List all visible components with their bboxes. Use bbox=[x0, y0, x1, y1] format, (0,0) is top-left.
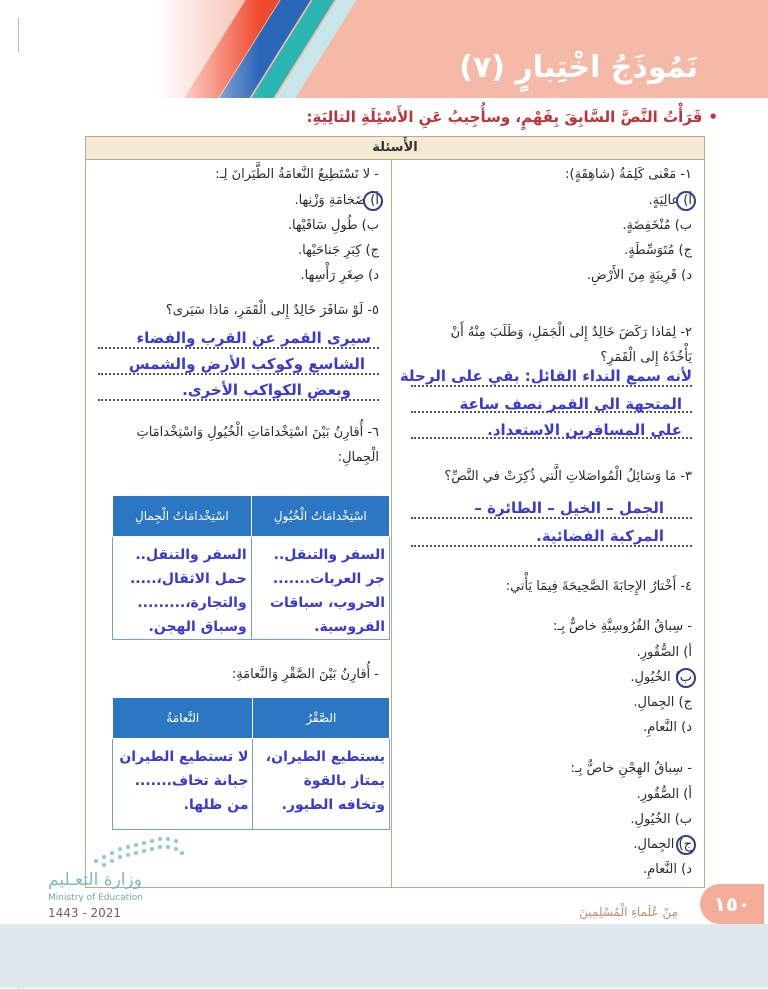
book-title: مِنْ عُلَماءِ الْمُسْلِمِينَ bbox=[579, 905, 678, 919]
falcon-trait-3: وتخافه الطيور. bbox=[281, 797, 385, 813]
ostrich-header: النَّعامَةُ bbox=[113, 698, 253, 739]
ostrich-option-c: ج) كِبَرِ جَناحَيْها. bbox=[298, 243, 379, 258]
q3-answer-2: المركبة الفضائية. bbox=[536, 527, 664, 545]
q1-option-a: أ) عالِيَةٍ. bbox=[648, 193, 692, 208]
q1-option-c: ج) مُتَوَسِّطَةٍ. bbox=[624, 243, 692, 258]
q5-answer-3: وبعض الكواكب الأخرى. bbox=[182, 381, 351, 399]
q4-sub2-text: - سِباقُ الهِجْنِ خاصٌّ بِـ: bbox=[570, 761, 692, 776]
margin-tab-top bbox=[0, 18, 19, 52]
horses-cell bbox=[251, 537, 389, 640]
q4-sub2-option-c: ج) الجِمالِ. bbox=[633, 837, 692, 852]
falcon-ostrich-table bbox=[112, 697, 390, 830]
right-column bbox=[399, 159, 704, 887]
q1-selected-circle bbox=[676, 191, 696, 211]
questions-header: الأَسئلة bbox=[86, 137, 704, 160]
horses-use-2: جر العربات....... bbox=[272, 571, 385, 587]
edition-year: 2021 - 1443 bbox=[48, 906, 122, 920]
q2-answer-1: لأنه سمع النداء القائل: بقي على الرحلة bbox=[399, 367, 692, 385]
q3-answer-1: الجمل – الخيل – الطائرة – bbox=[474, 499, 664, 517]
camels-use-4: وسباق الهجن. bbox=[148, 619, 247, 635]
q4-text: ٤- أَخْتارُ الإِجابَةَ الصَّحِيحَةَ فِيمَا يَأْتي: bbox=[505, 579, 692, 594]
ministry-name-ar: وزارة التعـليم bbox=[48, 870, 142, 890]
instruction: •قَرَأْتُ النَّصَّ السَّابِقَ بِفَهْمٍ، وسأُجِيبُ عَنِ الأَسْئِلَةِ التالِيَةِ: bbox=[306, 108, 718, 126]
camels-use-1: السفر والتنقل.. bbox=[135, 547, 247, 563]
q5-answer-line bbox=[98, 347, 379, 349]
falcon-trait-2: يمتاز بالقوة bbox=[303, 773, 385, 789]
q2-text-line1: ٢- لِمَاذا رَكَضَ خَالِدٌ إِلى الْجَمَلِ، وَطَلَبَ مِنْهُ أَنْ bbox=[450, 325, 692, 340]
q6-text-line2: الْجِمالِ: bbox=[337, 450, 379, 465]
ostrich-trait-2: جبانة تخاف....... bbox=[134, 773, 249, 789]
q4-sub1-option-a: أ) الصُّقُورِ. bbox=[636, 645, 692, 660]
q4-sub1-option-d: د) النَّعامِ. bbox=[643, 720, 692, 735]
ostrich-option-d: د) صِغَرِ رَأْسِها. bbox=[300, 268, 379, 283]
camels-cell bbox=[113, 537, 252, 640]
q5-answer-1: سيرى القمر عن القرب والفضاء bbox=[136, 329, 371, 347]
q3-answer-line bbox=[411, 517, 692, 519]
q5-answer-2: الشاسع وكوكب الأرض والشمس bbox=[128, 355, 365, 373]
ostrich-cell bbox=[113, 739, 253, 830]
camels-header: اسْتِخْدامَاتُ الْجِمالِ bbox=[113, 496, 252, 537]
q4-sub2-option-d: د) النَّعامِ. bbox=[643, 862, 692, 877]
camels-use-3: والتجارة،......... bbox=[137, 595, 247, 611]
ministry-logo-icon bbox=[90, 833, 186, 869]
footer-band bbox=[0, 924, 768, 988]
ostrich-option-b: ب) طُولِ سَاقَيْها. bbox=[287, 218, 379, 233]
q5-answer-line bbox=[98, 373, 379, 375]
q1-option-d: د) قَرِيبَةٍ مِنَ الأَرْضِ. bbox=[586, 268, 692, 283]
horses-use-4: الفروسية. bbox=[314, 619, 385, 635]
ostrich-option-a: أ) ضَخامَةِ وَزْنِها. bbox=[294, 193, 379, 208]
q4-sub1-text: - سِباقُ الفُرُوسِيَّةِ خاصٌّ بِـ: bbox=[553, 619, 692, 634]
column-divider bbox=[391, 159, 392, 887]
ostrich-trait-1: لا تستطيع الطيران bbox=[119, 749, 249, 765]
horses-camels-table bbox=[112, 495, 390, 640]
header-fade bbox=[30, 0, 260, 98]
q2-text-line2: يَأْخُذَهُ إِلى الْقَمَرِ؟ bbox=[600, 350, 692, 365]
q2-answer-line bbox=[411, 385, 692, 387]
questions-frame bbox=[85, 136, 705, 888]
q4-sub1-option-c: ج) الجِمالِ. bbox=[633, 695, 692, 710]
q7-text: - أُقارِنُ بَيْنَ الصَّقْرِ وَالنَّعامَةِ: bbox=[231, 667, 379, 682]
q1-option-b: ب) مُنْخَفِضَةٍ. bbox=[622, 218, 692, 233]
q3-answer-line bbox=[411, 545, 692, 547]
ostrich-trait-3: من ظلها. bbox=[183, 797, 249, 813]
q4-sub2-selected-circle bbox=[676, 835, 696, 855]
q4-sub1-selected-circle bbox=[676, 668, 696, 688]
q2-answer-3: على المسافرين الاستعداد. bbox=[487, 421, 682, 439]
q3-text: ٣- مَا وَسَائِلُ الْمُواصَلاتِ الَّتي ذُكِرَتْ في النَّصِّ؟ bbox=[444, 469, 692, 484]
ostrich-selected-circle bbox=[363, 191, 383, 211]
q5-answer-line bbox=[98, 399, 379, 401]
q4-sub2-option-a: أ) الصُّقُورِ. bbox=[636, 787, 692, 802]
ostrich-q-text: - لا تَسْتَطِيعُ النَّعامَةُ الطَّيَرانَ لِـ: bbox=[215, 167, 379, 182]
falcon-trait-1: يستطيع الطيران، bbox=[265, 749, 385, 765]
q2-answer-2: المتجهة الى القمر نصف ساعة bbox=[459, 395, 682, 413]
horses-use-3: الحروب، سباقات bbox=[269, 595, 385, 611]
instruction-text: قَرَأْتُ النَّصَّ السَّابِقَ بِفَهْمٍ، وسأُجِيبُ عَنِ الأَسْئِلَةِ التالِيَةِ: bbox=[306, 108, 703, 126]
q6-text-line1: ٦- أُقارِنُ بَيْنَ اسْتِخْدامَاتِ الْخُيُولِ وَاسْتِخْدامَاتِ bbox=[136, 425, 379, 440]
left-column bbox=[86, 159, 391, 887]
page-number: ١٥٠ bbox=[700, 884, 764, 924]
camels-use-2: حمل الاثقال،..... bbox=[129, 571, 247, 587]
q5-text: ٥- لَوْ سَافَرَ خَالِدٌ إِلى الْقَمَرِ، مَاذا سَيَرى؟ bbox=[165, 303, 379, 318]
falcon-cell bbox=[253, 739, 390, 830]
q1-text: ١- مَعْنى كَلِمَةُ (شاهِقَةٍ): bbox=[565, 167, 692, 182]
q4-sub2-option-b: ب) الخُيُولِ. bbox=[630, 812, 692, 827]
ministry-name-en: Ministry of Education bbox=[48, 893, 143, 903]
q4-sub1-option-b: ب) الخُيُولِ. bbox=[630, 670, 692, 685]
falcon-header: الصَّقْرُ bbox=[253, 698, 390, 739]
horses-header: اسْتِخْدامَاتُ الْخُيُولِ bbox=[251, 496, 389, 537]
page-title: نَمُوذَجُ اخْتِبارٍ (٧) bbox=[459, 50, 698, 85]
horses-use-1: السفر والتنقل.. bbox=[273, 547, 385, 563]
